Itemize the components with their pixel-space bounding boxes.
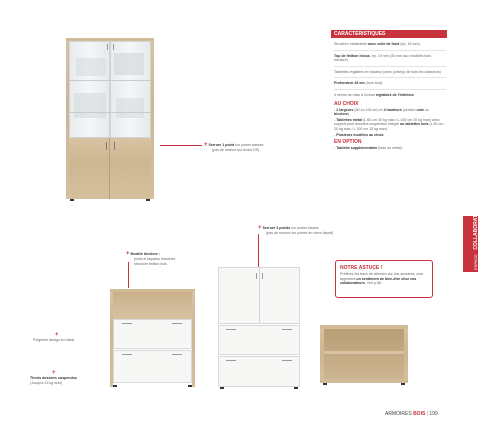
characteristic-item: Structure mélaminée avec voile de fond (ép. 16 mm). <box>334 42 421 46</box>
characteristic-item: Profondeur 45 cm (hors tout). <box>334 81 383 86</box>
characteristic-item: 4 vérins de mise à niveau réglables de l'intérieur. <box>334 92 415 97</box>
wood-door-right <box>110 138 151 199</box>
wood-door-left <box>69 138 110 199</box>
annotation-bicolor-title: Modèle bicolore : <box>130 252 161 256</box>
annotation-lock-three-title: Serrure 3 points <box>262 226 291 230</box>
white-cabinet <box>218 267 300 389</box>
characteristic-item: - Tablettes métal (L 80 cm 40 kg max / L 100 cm 30 kg max) avec support pour dossiers suspendus intégré ou tablettes bois (L 80 cm 20 kg max / L 100 cm 15 kg max). <box>334 117 444 131</box>
open-shelf-back <box>113 292 192 319</box>
characteristic-item: - 2 largeurs (80 ou 100 cm) et 4 hauteurs (version unie ou bicolore). <box>334 107 429 117</box>
wood-handle-right <box>114 142 115 150</box>
annotation-lock-single-title: Serrure 1 point <box>208 143 235 147</box>
side-tab <box>463 206 479 272</box>
characteristic-item: Top de finition inclus, ép. 19 mm (30 mm aux modèles bois bicolore). <box>334 53 431 63</box>
footer-category: ARMOIRES <box>385 411 414 417</box>
tip-text: Préférez les bacs de cillentes sur vos armoires, cela apportera un sentiment de bien-être chez vos collaborateurs. Voir p.86. <box>340 272 423 286</box>
section-header: EN OPTION <box>334 139 362 146</box>
page-footer: ARMOIRES BOIS | 199 <box>385 411 438 417</box>
characteristic-item: - Tablette supplémentaire (bois ou métal). <box>334 146 404 151</box>
glass-door-left <box>69 41 110 138</box>
annotation-drawers: + Tiroirs dossiers suspendus (Jusqu'à 15 kg max) <box>30 370 77 385</box>
tip-title: NOTRE ASTUCE ! <box>340 265 383 271</box>
annotation-lock-single: + Serrure 1 point sur portes basses (pas de serrure sur tiroirs DS) <box>204 142 324 153</box>
annotation-handles: + Poignées design en métal <box>33 332 75 342</box>
wood-handle-left <box>106 142 107 150</box>
annotation-lock-single-rest: sur portes basses <box>234 143 264 147</box>
glass-handle-left <box>107 44 108 50</box>
characteristic-item: - Plusieurs modèles au choix. <box>334 132 385 137</box>
annotation-lock-three: + Serrure 3 points sur portes hautes (pas de serrure sur portes en verre dépoli) <box>258 225 378 236</box>
annotation-lock-three-rest: sur portes hautes <box>290 226 319 230</box>
cabinet-right-side <box>151 41 154 199</box>
drawer-handle-bottom <box>122 354 132 355</box>
characteristic-item: Tablettes réglables en hauteur (avec porte(s) de bois les classeurs) <box>334 69 441 74</box>
characteristics-panel <box>331 30 447 200</box>
footer-page-number: 199 <box>429 411 438 417</box>
footer-accent: BOIS <box>413 411 426 417</box>
characteristics-list <box>334 42 446 152</box>
low-oak-cabinet <box>320 325 408 385</box>
bicolor-cabinet <box>110 289 195 387</box>
side-tab-small: ESPACE <box>473 254 478 270</box>
glass-handle-right <box>113 44 114 50</box>
drawer-handle-top <box>122 323 132 324</box>
low-cabinet-shelf <box>324 351 404 354</box>
glass-cabinet <box>66 38 154 202</box>
characteristics-header: CARACTÉRISTIQUES <box>331 30 447 38</box>
annotation-bicolor: + Modèle bicolore : joints et façades blanches structure finition bois <box>126 251 176 266</box>
side-tab-big: COLLABORATION <box>473 206 479 250</box>
annotation-lock-single-line2: (pas de serrure sur tiroirs DS) <box>212 148 260 152</box>
tip-box <box>335 260 433 298</box>
annotation-lock-three-line2: (pas de serrure sur portes en verre dépoli) <box>266 231 334 235</box>
section-header: AU CHOIX <box>334 100 359 107</box>
